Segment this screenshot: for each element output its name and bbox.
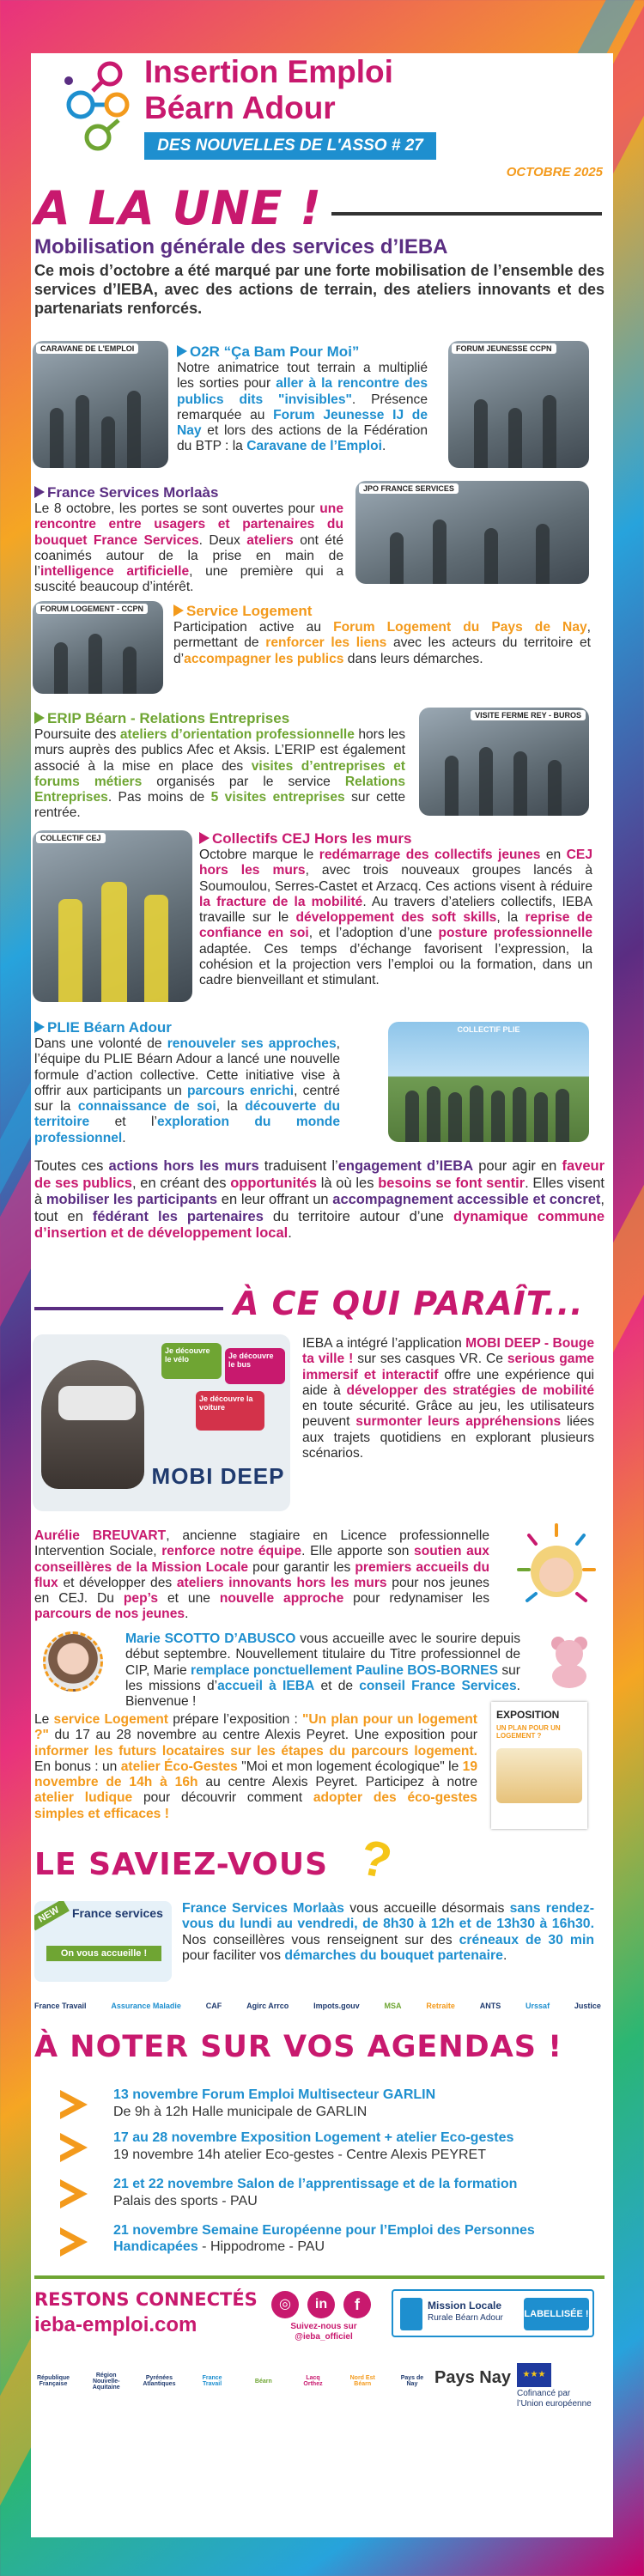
header-title-line1: Insertion Emploi bbox=[144, 54, 393, 89]
divider bbox=[34, 1307, 223, 1310]
saviez-text: France Services Morlaàs vous accueille désormais sans rendez-vous du lundi au vendredi, de 8h30 à 12h et de 13h30 à 16h30. Nos conseillères vous renseignent sur des créneaux de 30 min pour faciliter vos démarches du bouquet partenaire. bbox=[182, 1901, 594, 1963]
agenda-item-sub: - Hippodrome - PAU bbox=[197, 2239, 325, 2254]
france-services-name: France services bbox=[72, 1906, 163, 1920]
partner-logo: France Travail bbox=[34, 2002, 87, 2010]
photo-collectif-cej: COLLECTIF CEJ bbox=[33, 830, 192, 1002]
france-services-tagline: On vous accueille ! bbox=[46, 1946, 161, 1961]
newsletter-card bbox=[31, 53, 613, 2537]
erip-text: Poursuite des ateliers d’orientation professionnelle hors les murs auprès des publics Afec et Aksis. L’ERIP est également associé à la mise en place des visites d’entreprises et forums métiers organisés par le service Relations Entreprises. Pas moins de 5 visites entreprises sur cette rentrée. bbox=[34, 727, 405, 821]
fsm-block bbox=[34, 484, 343, 596]
cej-text: Octobre marque le redémarrage des collectifs jeunes en CEJ hors les murs, avec trois nouveaux groupes lancés à Soumoulou, Serres-Castet et Arzacq. Ces actions visent à réduire la fracture de la mobilité. Au travers d’ateliers collectifs, IEBA travaille sur le développement des soft skills, la reprise de confiance en soi, et l’adoption d’une posture professionnelle adaptée. Ces temps d’échange favorisent l’expression, la cohésion et la projection vers l’emploi ou la formation, dans un cadre bienveillant et stimulant. bbox=[199, 848, 593, 988]
summary-text: Toutes ces actions hors les murs traduisent l’engagement d’IEBA pour agir en faveur de ses publics, en créant des opportunités là où les besoins se font sentir. Elles visent à mobiliser les participants en leur offrant un accompagnement accessible et concret, tout en fédérant les partenaires du territoire autour d’une dynamique commune d’insertion et de développement local. bbox=[34, 1158, 605, 1241]
funder-logo: Pyrénées Atlantiques bbox=[143, 2375, 176, 2387]
agenda-item-title: 17 au 28 novembre Exposition Logement + atelier Eco-gestes bbox=[113, 2130, 514, 2145]
photo-forum-jeunesse: FORUM JEUNESSE CCPN bbox=[448, 341, 589, 468]
linkedin-icon[interactable]: in bbox=[307, 2291, 335, 2318]
funder-logo: Béarn bbox=[254, 2378, 272, 2385]
agenda-item-title: 21 et 22 novembre Salon de l’apprentissage et de la formation bbox=[113, 2177, 518, 2191]
marie-text: Marie SCOTTO D’ABUSCO vous accueille avec le sourire depuis début septembre. Nouvellement titulaire du Titre professionnel de CIP, Marie remplace ponctuellement Pauline BOS-BORNES sur les missions d’accueil à IEBA et de conseil France Services. Bienvenue ! bbox=[125, 1631, 521, 1710]
plie-block bbox=[34, 1019, 340, 1146]
agenda-item-title: 13 novembre Forum Emploi Multisecteur GARLIN bbox=[113, 2087, 436, 2102]
cej-title: Collectifs CEJ Hors les murs bbox=[199, 830, 592, 848]
funder-logo: Nord Est Béarn bbox=[349, 2375, 375, 2387]
avatar-marie bbox=[43, 1631, 103, 1692]
social-icons bbox=[271, 2291, 374, 2325]
agenda-item bbox=[60, 2176, 592, 2214]
ieba-logo-icon bbox=[55, 55, 144, 158]
france-services-visual bbox=[34, 1901, 172, 1982]
vr-headset-icon bbox=[41, 1360, 144, 1489]
poster-subtitle: UN PLAN POUR UN LOGEMENT ? bbox=[496, 1724, 561, 1740]
funder-logo: République Française bbox=[36, 2375, 70, 2387]
mobi-bubble: Je découvre le vélo bbox=[161, 1343, 222, 1379]
agenda-item-sub: 19 novembre 14h atelier Eco-gestes - Centre Alexis PEYRET bbox=[113, 2148, 486, 2162]
plie-title: PLIE Béarn Adour bbox=[34, 1019, 340, 1036]
mission-locale-logo bbox=[400, 2298, 422, 2330]
instagram-icon[interactable]: ◎ bbox=[271, 2291, 299, 2318]
photo-visite-ferme: VISITE FERME REY - BUROS bbox=[419, 708, 589, 816]
header-banner-text: DES NOUVELLES DE L'ASSO # 27 bbox=[157, 137, 423, 155]
mobi-deep-text: IEBA a intégré l’application MOBI DEEP - Bouge ta ville ! sur ses casques VR. Ce serious game immersif et interactif offre une expérience qui aide à développer des stratégies de mobilité en toute sécurité. Grâce au jeu, les utilisateurs peuvent surmonter leurs appréhensions liées aux trajets quotidiens en explorant plusieurs scénarios. bbox=[302, 1336, 595, 1461]
agenda-item bbox=[60, 2087, 592, 2124]
photo-caravane-emploi: CARAVANE DE L'EMPLOI bbox=[33, 341, 168, 468]
funder-logo: Pays de Nay bbox=[400, 2375, 424, 2387]
funder-logo: Lacq Orthez bbox=[303, 2375, 323, 2387]
o2r-title: O2R “Ça Bam Pour Moi” bbox=[177, 343, 428, 361]
question-mark-icon: ? bbox=[355, 1829, 397, 1890]
o2r-text: Notre animatrice tout terrain a multiplié les sorties pour aller à la rencontre des publics dits "invisibles". Présence remarquée au Forum Jeunesse IJ de Nay et lors des actions de la Fédération du BTP : la Caravane de l’Emploi. bbox=[177, 361, 428, 454]
agenda-item-sub: Palais des sports - PAU bbox=[113, 2194, 258, 2208]
erip-title: ERIP Béarn - Relations Entreprises bbox=[34, 710, 405, 727]
partner-logo: Agirc Arrco bbox=[246, 2002, 289, 2010]
website-link[interactable]: ieba-emploi.com bbox=[34, 2313, 197, 2336]
section-title-une: A LA UNE ! bbox=[34, 181, 322, 235]
facebook-icon[interactable]: f bbox=[343, 2291, 371, 2318]
section-title-saviez: LE SAVIEZ-VOUS bbox=[34, 1847, 329, 1882]
funder-logo: Région Nouvelle-Aquitaine bbox=[92, 2372, 120, 2391]
eu-cofinance: Cofinancé par l’Union européenne bbox=[517, 2389, 592, 2409]
header-title-line2: Béarn Adour bbox=[144, 90, 336, 125]
section-title-agenda: À NOTER SUR VOS AGENDAS ! bbox=[34, 2030, 563, 2064]
partner-logo: CAF bbox=[205, 2002, 222, 2010]
pays-nay-logo: Pays Nay bbox=[434, 2368, 511, 2387]
funder-logos-row bbox=[34, 2361, 429, 2401]
fsm-title: France Services Morlaàs bbox=[34, 484, 343, 501]
expo-text: Le service Logement prépare l’exposition : "Un plan pour un logement ?" du 17 au 28 novembre au centre Alexis Peyret. Une exposition pour informer les futurs locataires sur les étapes du parcours logement. En bonus : un atelier Éco-Gestes "Moi et mon logement écologique" le 19 novembre de 14h à 16h au centre Alexis Peyret. Participez à notre atelier ludique pour découvrir comment adopter des éco-gestes simples et efficaces ! bbox=[34, 1712, 477, 1821]
chevron-right-icon bbox=[60, 2133, 88, 2162]
issue-date: OCTOBRE 2025 bbox=[506, 165, 603, 179]
footer-connect: RESTONS CONNECTÉS bbox=[34, 2289, 258, 2310]
mobi-deep-logo: MOBI DEEP bbox=[151, 1463, 285, 1489]
agenda-item bbox=[60, 2222, 592, 2260]
une-intro: Ce mois d’octobre a été marqué par une forte mobilisation de l’ensemble des services d’IEBA, avec des actions de terrain, des ateliers innovants et des partenariats renforcés. bbox=[34, 262, 605, 317]
erip-block bbox=[34, 710, 405, 822]
une-subtitle: Mobilisation générale des services d’IEBA bbox=[34, 235, 448, 258]
partner-logo: MSA bbox=[384, 2002, 402, 2010]
follow-text: Suivez-nous sur @ieba_officiel bbox=[290, 2322, 357, 2342]
partner-logo: Retraite bbox=[426, 2002, 455, 2010]
divider bbox=[34, 2275, 605, 2279]
plie-text: Dans une volonté de renouveler ses approches, l’équipe du PLIE Béarn Adour a lancé une nouvelle formule d’action collective. Cette initiative vise à offrir aux participants un parcours enrichi, centré sur la connaissance de soi, la découverte du territoire et l’exploration du monde professionnel. bbox=[34, 1036, 340, 1145]
new-badge: NEW bbox=[34, 1901, 70, 1930]
teddy-bear-icon bbox=[546, 1633, 592, 1688]
mission-locale-badge: Mission Locale Rurale Béarn Adour LABELLISÉE ! bbox=[392, 2289, 594, 2337]
partner-logo: Impots.gouv bbox=[313, 2002, 360, 2010]
photo-forum-logement: FORUM LOGEMENT - CCPN bbox=[33, 601, 163, 694]
header-banner bbox=[144, 132, 436, 160]
chevron-right-icon bbox=[60, 2227, 88, 2257]
mobi-bubble: Je découvre la voiture bbox=[196, 1391, 264, 1431]
partner-logo: Urssaf bbox=[526, 2002, 550, 2010]
section-title-parait: À CE QUI PARAÎT... bbox=[234, 1285, 584, 1322]
o2r-block bbox=[177, 343, 428, 455]
divider bbox=[331, 212, 602, 216]
poster-title: EXPOSITION bbox=[496, 1709, 560, 1721]
house-icon bbox=[496, 1748, 582, 1803]
eu-flag-icon: ★★★ bbox=[517, 2363, 551, 2387]
agenda-item-sub: De 9h à 12h Halle municipale de GARLIN bbox=[113, 2105, 368, 2119]
avatar-aurelie bbox=[512, 1518, 601, 1621]
chevron-right-icon bbox=[60, 2179, 88, 2208]
logement-title: Service Logement bbox=[173, 603, 591, 620]
photo-jpo-france-services: JPO FRANCE SERVICES bbox=[355, 481, 589, 584]
partner-logos-row bbox=[34, 1996, 601, 2016]
partner-logo: ANTS bbox=[479, 2002, 501, 2010]
fsm-text: Le 8 octobre, les portes se sont ouvertes pour une rencontre entre usagers et partenaires du bouquet France Services. Deux ateliers ont été coanimés autour de la prise en main de l’intelligence artificielle, une première qui a suscité beaucoup d’intérêt. bbox=[34, 501, 343, 595]
aurelie-text: Aurélie BREUVART, ancienne stagiaire en Licence professionnelle Intervention Sociale, renforce notre équipe. Elle apporte son soutien aux conseillères de la Mission Locale pour garantir les premiers accueils du flux et développer des ateliers innovants hors les murs pour nos jeunes en CEJ. Du pep’s et une nouvelle approche pour redynamiser les parcours de nos jeunes. bbox=[34, 1528, 489, 1622]
chevron-right-icon bbox=[60, 2090, 88, 2119]
partner-logo: Assurance Maladie bbox=[111, 2002, 181, 2010]
cej-block bbox=[199, 830, 592, 989]
mobi-bubble: Je découvre le bus bbox=[225, 1348, 285, 1384]
partner-logo: Justice bbox=[574, 2002, 601, 2010]
photo-collectif-plie: COLLECTIF PLIE bbox=[388, 1022, 589, 1142]
logement-text: Participation active au Forum Logement du Pays de Nay, permettant de renforcer les liens avec les acteurs du territoire et d’accompagner les publics dans leurs démarches. bbox=[173, 620, 592, 666]
mobi-deep-visual bbox=[33, 1334, 290, 1511]
agenda-item bbox=[60, 2129, 592, 2167]
funder-logo: France Travail bbox=[202, 2375, 222, 2387]
agenda-item-title: 21 novembre Semaine Européenne pour l’Emploi des Personnes Handicapées - Hippodrome - PAU bbox=[113, 2223, 535, 2254]
logement-block bbox=[173, 603, 591, 667]
expo-poster bbox=[491, 1702, 587, 1829]
label-badge: LABELLISÉE ! bbox=[524, 2298, 589, 2330]
